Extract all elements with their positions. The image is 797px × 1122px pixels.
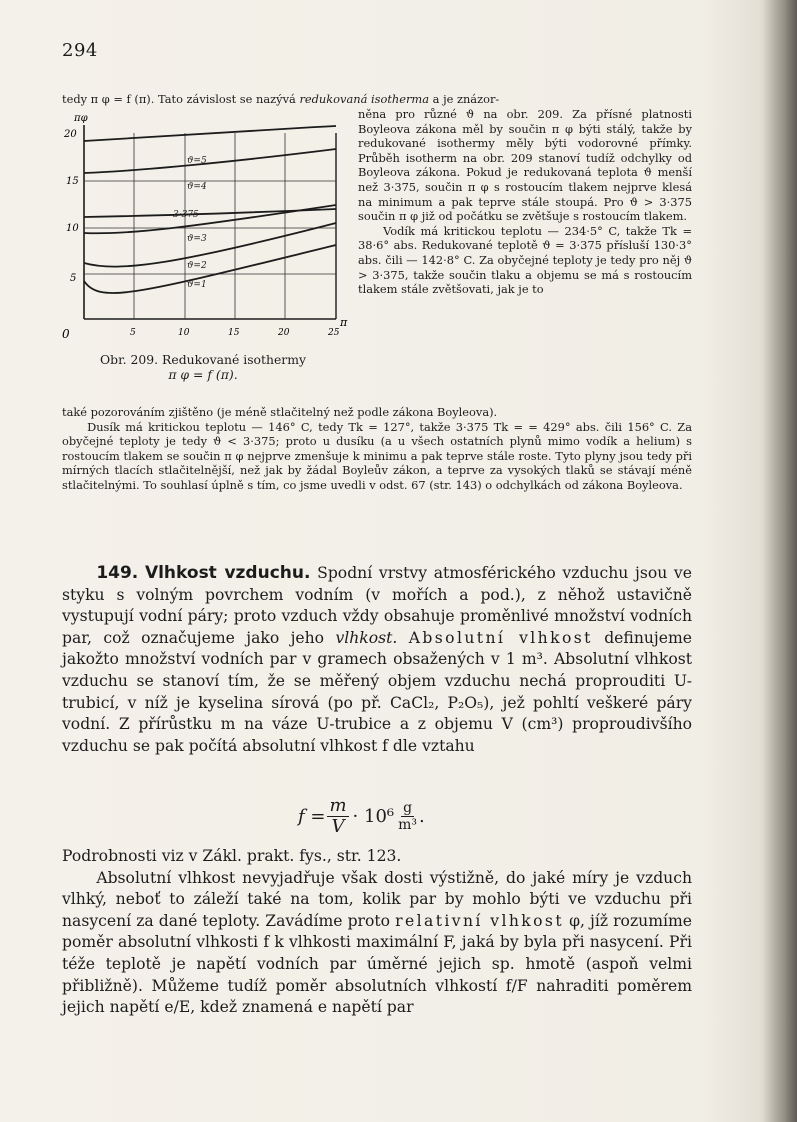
- curve-label: 3·375: [173, 210, 199, 220]
- formula-lhs: f =: [298, 805, 326, 827]
- x-tick-label: 25: [328, 328, 340, 338]
- curve-theta-2: [84, 223, 336, 267]
- x-tick-label: 15: [228, 328, 240, 338]
- section-149: [62, 563, 692, 757]
- caption-line-2: π φ = f (π).: [168, 367, 238, 382]
- section-number: 149.: [96, 563, 139, 583]
- x-tick-label: 20: [278, 328, 290, 338]
- section-p1-term: vlhkost.: [335, 628, 398, 647]
- intro-term: redukovaná isotherma: [299, 92, 430, 106]
- y-tick-label: 5: [70, 273, 77, 284]
- formula-end: .: [419, 805, 425, 827]
- humidity-formula: [298, 792, 425, 840]
- figure-caption: [58, 352, 348, 382]
- curve-label: ϑ=5: [187, 156, 207, 166]
- y-tick-label: 15: [66, 176, 79, 187]
- figure-209: [60, 113, 352, 349]
- right-column-paragraph-1: něna pro různé ϑ na obr. 209. Za přísné platnosti Boyleova zákona měl by součin π φ býti stálý, takže by redukované isothermy měly býti vodorovné přímky. Průběh isotherm na obr. 209 stanoví tudíž odchylky od Boyleova zákona. Pokud je redukovaná teplota ϑ menší než 3·375, součin π φ s rostoucím tlakem nejprve klesá na minimum a pak teprve stále stoupá. Pro ϑ > 3·375 součin π φ již od počátku se zvětšuje s rostoucím tlakem.: [358, 107, 692, 224]
- page-number: 294: [62, 40, 98, 61]
- right-column-text: [358, 107, 692, 297]
- small-text-line-1: také pozorováním zjištěno (je méně stlačitelný než podle zákona Boyleova).: [62, 405, 498, 419]
- caption-line-1: Obr. 209. Redukované isothermy: [100, 352, 306, 367]
- formula-unit-denominator: m³: [398, 816, 418, 833]
- intro-line: [62, 92, 696, 107]
- formula-fraction: [327, 796, 348, 837]
- grid: [84, 133, 336, 319]
- formula-numerator: m: [329, 794, 347, 816]
- section-p3-lead: Absolutní vlhkost nevyjadřuje však dosti výstižně, do jaké míry je vzduch vlhký, neboť to záleží také na tom, kolik par by mohlo býti ve vzduchu při nasycení za dané teploty. Zavádíme proto: [62, 868, 692, 930]
- curve-label: ϑ=1: [187, 280, 207, 290]
- curve-theta-1: [84, 245, 336, 293]
- y-tick-label: 20: [64, 129, 77, 140]
- x-tick-label: 10: [178, 328, 190, 338]
- y-axis-label: πφ: [74, 113, 88, 124]
- isotherm-plot: [60, 113, 352, 349]
- x-tick-label: 5: [130, 328, 136, 338]
- formula-unit-numerator: g: [403, 799, 413, 816]
- y-tick-label: 10: [66, 223, 79, 234]
- intro-lead: tedy π φ = f (π). Tato závislost se nazývá: [62, 92, 300, 106]
- x-tick-label: 0: [62, 327, 70, 341]
- intro-tail: a je znázor-: [429, 92, 500, 106]
- curve-theta-3: [84, 205, 336, 233]
- section-title: Vlhkost vzduchu.: [144, 563, 311, 583]
- formula-unit: [398, 800, 417, 833]
- section-p1-lead: Spodní vrstvy atmosférického vzduchu jsou ve styku s volným povrchem vodním (v mořích a pod.), z něhož ustavičně vystupují vodní páry; proto vzduch vždy obsahuje proměnlivé množství vodních par, což označujeme jako jeho: [62, 564, 692, 647]
- right-column-paragraph-2: Vodík má kritickou teplotu — 234·5° C, takže Tk = 38·6° abs. Redukované teplotě ϑ = 3·375 přísluší 130·3° abs. čili — 142·8° C. Za obyčejné teploty je tedy pro něj ϑ > 3·375, takže součin tlaku a objemu se má s rostoucím tlakem stále zvětšovati, jak je to: [358, 223, 692, 297]
- isotherm-curves: [84, 126, 336, 293]
- curve-theta-4: [84, 149, 336, 173]
- curve-label: ϑ=3: [187, 234, 207, 244]
- curve-theta-5: [84, 126, 336, 141]
- small-text-paragraph-2: Dusík má kritickou teplotu — 146° C, tedy Tk = 127°, takže 3·375 Tk = = 429° abs. čili 156° C. Za obyčejné teploty je tedy ϑ < 3·375; proto u dusíku (a u všech ostatních plynů mimo vodík a helium) s rostoucím tlakem se součin π φ nejprve zmenšuje k minimu a pak teprve stále roste. Tyto plyny jsou tedy při mírných tlacích stlačitelnější, než jak by žádal Boyleův zákon, a teprve za vysokých tlaků se stávají méně stlačitelnými. To souhlasí úplně s tím, co jsme uvedli v odst. 67 (str. 143) o odchylkách od zákona Boyleova.: [62, 419, 692, 492]
- section-p3-spaced-term: relativní vlhkost: [395, 911, 564, 930]
- section-p1-spaced-term: Absolutní vlhkost: [408, 628, 593, 647]
- formula-denominator: V: [331, 815, 345, 837]
- section-p3-rest: φ, jíž rozumíme poměr absolutní vlhkosti f k vlhkosti maximální F, jaká by byla při nasycení. Při téže teplotě je napětí vodních par úměrné jejich sp. hmotě (aspoň velmi přibližně). Můžeme tudíž poměr absolutních vlhkostí f/F nahraditi poměrem jejich napětí e/E, kdež znamená e napětí par: [62, 911, 692, 1017]
- curve-label: ϑ=4: [187, 182, 207, 192]
- curve-label: ϑ=2: [187, 261, 207, 271]
- x-axis-label: π: [340, 316, 348, 329]
- book-spine-shadow: [763, 0, 797, 1122]
- small-text-block: [62, 405, 692, 493]
- section-p2: Podrobnosti viz v Zákl. prakt. fys., str. 123.: [62, 847, 402, 865]
- formula-factor: · 10⁶: [352, 805, 395, 827]
- section-149-continued: [62, 846, 692, 1019]
- section-p1-rest: definujeme jakožto množství vodních par v gramech obsažených v 1 m³. Absolutní vlhkost vzduchu se stanoví tím, že se měřený objem vzduchu nechá proprouditi U-trubicí, v níž je kyselina sírová (po př. CaCl₂, P₂O₅), jež pohltí veškeré páry vodní. Z přírůstku m na váze U-trubice a z objemu V (cm³) proproudivšího vzduchu se pak počítá absolutní vlhkost f dle vztahu: [62, 628, 692, 755]
